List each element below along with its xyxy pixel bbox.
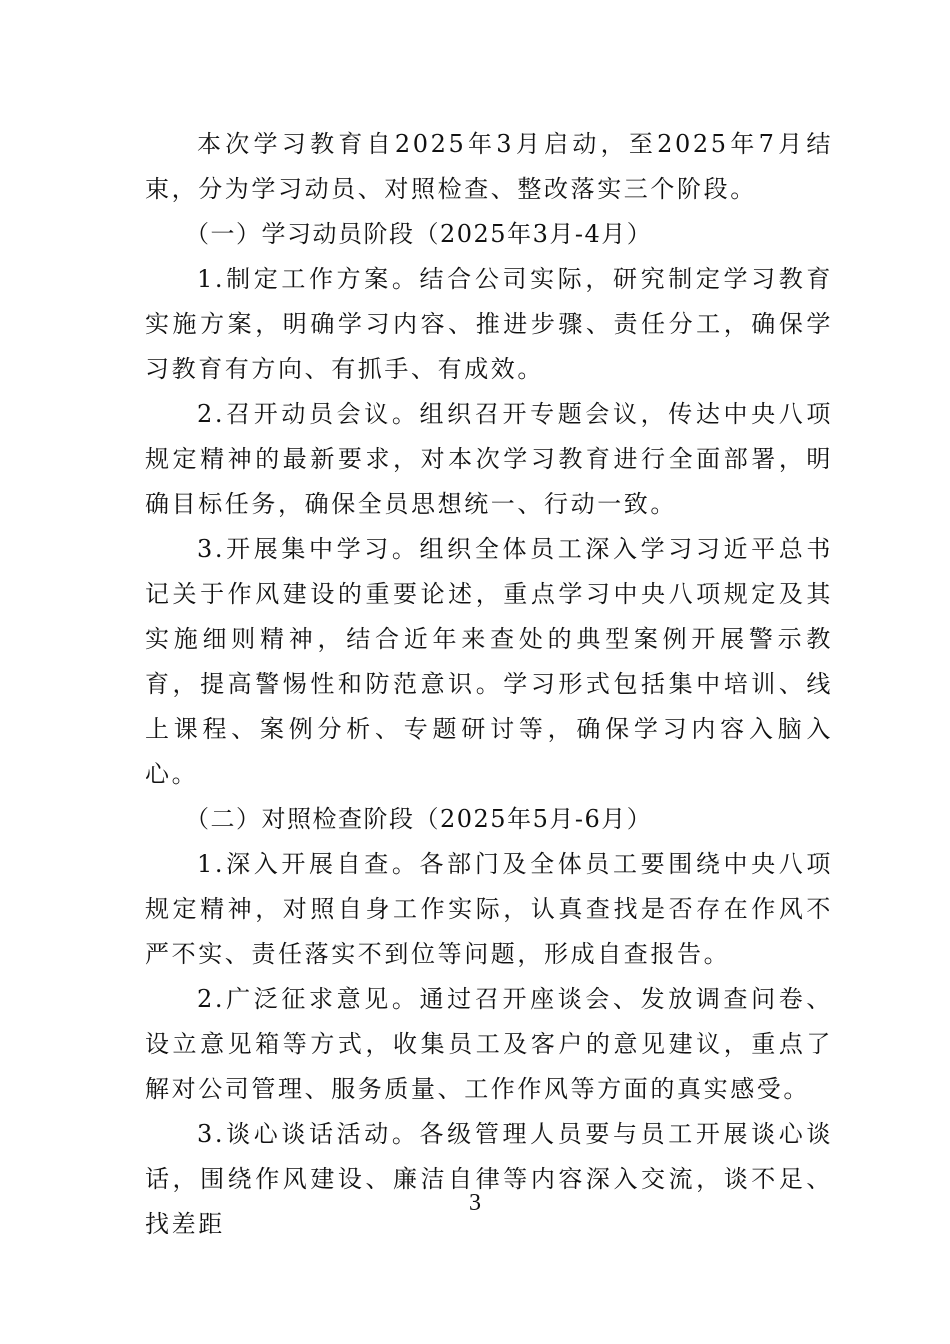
item-paragraph: 3.谈心谈话活动。各级管理人员要与员工开展谈心谈话，围绕作风建设、廉洁自律等内容深入交流，谈不足、找差距 <box>145 1120 833 1238</box>
section-heading-1: （一）学习动员阶段（2025年3月-4月） <box>185 220 653 248</box>
intro-paragraph: 本次学习教育自2025年3月启动，至2025年7月结束，分为学习动员、对照检查、整改落实三个阶段。 <box>145 130 833 203</box>
item-paragraph: 2.广泛征求意见。通过召开座谈会、发放调查问卷、设立意见箱等方式，收集员工及客户的意见建议，重点了解对公司管理、服务质量、工作作风等方面的真实感受。 <box>145 985 833 1103</box>
page-number: 3 <box>469 1190 481 1216</box>
item-paragraph: 2.召开动员会议。组织召开专题会议，传达中央八项规定精神的最新要求，对本次学习教育进行全面部署，明确目标任务，确保全员思想统一、行动一致。 <box>145 400 833 518</box>
item-paragraph: 3.开展集中学习。组织全体员工深入学习习近平总书记关于作风建设的重要论述，重点学习中央八项规定及其实施细则精神，结合近年来查处的典型案例开展警示教育，提高警惕性和防范意识。学习形式包括集中培训、线上课程、案例分析、专题研讨等，确保学习内容入脑入心。 <box>145 535 833 788</box>
document-body <box>145 122 833 1247</box>
item-paragraph: 1.制定工作方案。结合公司实际，研究制定学习教育实施方案，明确学习内容、推进步骤、责任分工，确保学习教育有方向、有抓手、有成效。 <box>145 265 833 383</box>
section-heading-2: （二）对照检查阶段（2025年5月-6月） <box>185 805 653 833</box>
item-paragraph: 1.深入开展自查。各部门及全体员工要围绕中央八项规定精神，对照自身工作实际，认真查找是否存在作风不严不实、责任落实不到位等问题，形成自查报告。 <box>145 850 833 968</box>
